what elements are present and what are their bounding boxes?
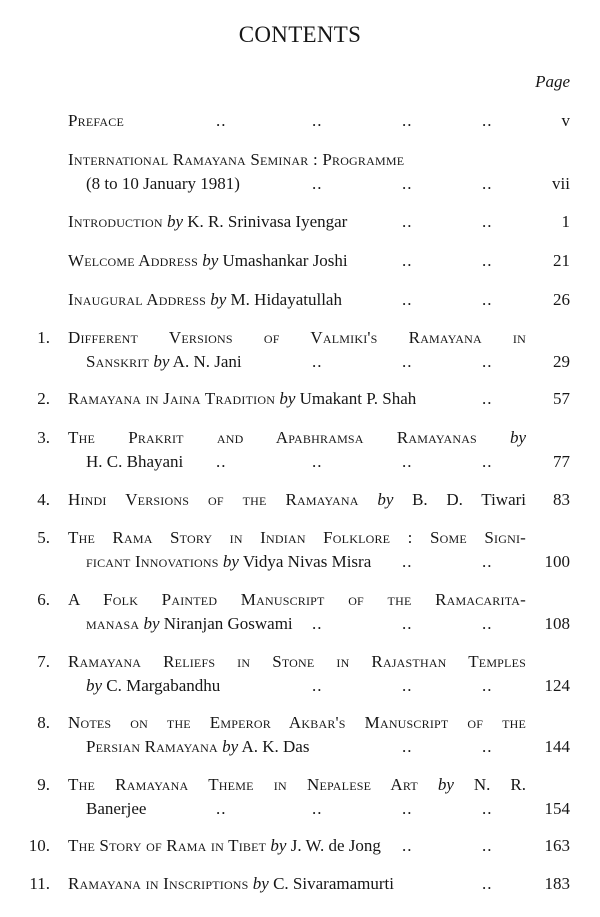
entry-text (86, 350, 526, 374)
toc-entry (0, 288, 600, 312)
toc-line (0, 872, 600, 896)
dot-leader: .. (312, 676, 323, 695)
entry-text (68, 387, 526, 411)
page-number: 1 (561, 212, 570, 231)
dot-leader: .. (482, 836, 493, 855)
dot-leader: .. (482, 799, 493, 818)
by-label: by (153, 352, 170, 371)
dot-leader: .. (312, 111, 323, 130)
entry-text (86, 550, 526, 574)
by-label: by (202, 251, 219, 270)
dot-leader: .. (402, 737, 413, 756)
entry-author: N. R. (473, 775, 526, 794)
entry-author: Vidya Nivas Misra (242, 552, 372, 571)
entry-text (86, 450, 526, 474)
toc-entry (0, 387, 600, 411)
entry-title: Ramayana Reliefs in Stone in Rajasthan Temples (68, 652, 526, 671)
dot-leader: .. (482, 737, 493, 756)
dot-leader: .. (482, 290, 493, 309)
toc-line (0, 350, 600, 374)
entry-number: 6. (37, 590, 50, 609)
entry-text (68, 711, 526, 735)
entry-text (68, 834, 526, 858)
entry-author: Niranjan Goswami (163, 614, 293, 633)
dot-leader: .. (402, 676, 413, 695)
dot-leader: .. (482, 452, 493, 471)
toc-entry (0, 326, 600, 374)
dot-leader: .. (216, 452, 227, 471)
by-label: by (437, 775, 454, 794)
dot-leader: .. (402, 174, 413, 193)
page-column-label: Page (535, 72, 570, 91)
entry-title: The Rama Story in Indian Folklore : Some Signi- (68, 528, 526, 547)
toc-line (0, 711, 600, 735)
dot-leader: .. (482, 111, 493, 130)
entry-title: ficant Innovations (86, 552, 219, 571)
dot-leader: .. (312, 174, 323, 193)
toc-entry (0, 872, 600, 896)
dot-leader: .. (482, 552, 493, 571)
toc-line (0, 488, 600, 512)
toc-entry (0, 588, 600, 636)
by-label: by (222, 552, 239, 571)
entry-title: Persian Ramayana (86, 737, 218, 756)
entry-text (86, 172, 526, 196)
entry-title: Ramayana in Jaina Tradition (68, 389, 276, 408)
entry-author: C. Sivaramamurti (273, 874, 394, 893)
page-number: 29 (553, 352, 570, 371)
entry-title: Sanskrit (86, 352, 150, 371)
by-label: by (252, 874, 269, 893)
dot-leader: .. (402, 836, 413, 855)
entry-author: A. N. Jani (172, 352, 242, 371)
toc-entry (0, 650, 600, 698)
entry-subtitle: (8 to 10 January 1981) (86, 174, 240, 193)
page-number: 77 (553, 452, 570, 471)
dot-leader: .. (312, 614, 323, 633)
toc-entry (0, 488, 600, 512)
entry-text (68, 109, 526, 133)
toc-entry (0, 773, 600, 821)
dot-leader: .. (482, 389, 493, 408)
entry-text (86, 612, 526, 636)
entry-text (68, 288, 526, 312)
by-label: by (210, 290, 227, 309)
toc-entry (0, 148, 600, 196)
toc-entry (0, 249, 600, 273)
by-label: by (270, 836, 287, 855)
dot-leader: .. (402, 251, 413, 270)
dot-leader: .. (402, 614, 413, 633)
entry-text (86, 797, 526, 821)
dot-leader: .. (402, 111, 413, 130)
entry-number: 7. (37, 652, 50, 671)
entry-title: Hindi Versions of the Ramayana (68, 490, 359, 509)
entry-text (86, 674, 526, 698)
entry-number: 8. (37, 713, 50, 732)
entry-number: 10. (28, 836, 50, 855)
page-number: 57 (553, 389, 570, 408)
entry-title: Welcome Address (68, 251, 198, 270)
toc-line (0, 834, 600, 858)
dot-leader: .. (312, 799, 323, 818)
entry-text (68, 588, 526, 612)
page-number: 183 (544, 874, 570, 893)
entry-text (68, 488, 526, 512)
toc-line (0, 588, 600, 612)
toc-line (0, 674, 600, 698)
toc-line (0, 249, 600, 273)
entry-text (68, 650, 526, 674)
entry-number: 4. (37, 490, 50, 509)
by-label: by (377, 490, 394, 509)
entry-text (68, 872, 526, 896)
toc-line (0, 450, 600, 474)
toc-entry (0, 711, 600, 759)
entry-author: H. C. Bhayani (86, 452, 184, 471)
toc-entry (0, 109, 600, 133)
toc-line (0, 526, 600, 550)
dot-leader: .. (402, 290, 413, 309)
entry-author: Umakant P. Shah (299, 389, 417, 408)
dot-leader: .. (482, 174, 493, 193)
entry-text (68, 526, 526, 550)
entry-text (68, 326, 526, 350)
entry-number: 2. (37, 389, 50, 408)
entry-author: A. K. Das (241, 737, 310, 756)
page-number: 26 (553, 290, 570, 309)
entry-author: J. W. de Jong (290, 836, 381, 855)
toc-line (0, 797, 600, 821)
entry-number: 9. (37, 775, 50, 794)
entry-text (68, 773, 526, 797)
dot-leader: .. (482, 614, 493, 633)
entry-number: 1. (37, 328, 50, 347)
dot-leader: .. (482, 251, 493, 270)
toc-line (0, 387, 600, 411)
toc-line (0, 326, 600, 350)
dot-leader: .. (482, 212, 493, 231)
toc-line (0, 612, 600, 636)
dot-leader: .. (402, 799, 413, 818)
page-number: 163 (544, 836, 570, 855)
toc-entry (0, 426, 600, 474)
entry-text (68, 148, 526, 172)
entry-title: Introduction (68, 212, 163, 231)
entry-title: A Folk Painted Manuscript of the Ramacarita- (68, 590, 526, 609)
entry-title: The Story of Rama in Tibet (68, 836, 267, 855)
entry-author: K. R. Srinivasa Iyengar (187, 212, 348, 231)
dot-leader: .. (216, 799, 227, 818)
by-label: by (222, 737, 239, 756)
entry-title: manasa (86, 614, 140, 633)
dot-leader: .. (482, 352, 493, 371)
page-number: 21 (553, 251, 570, 270)
entry-number: 5. (37, 528, 50, 547)
toc-line (0, 550, 600, 574)
page-number: 124 (544, 676, 570, 695)
page-number: 83 (553, 490, 570, 509)
entry-number: 11. (29, 874, 50, 893)
toc-entry (0, 834, 600, 858)
dot-leader: .. (216, 111, 227, 130)
toc-line (0, 426, 600, 450)
dot-leader: .. (402, 212, 413, 231)
page-number: vii (552, 174, 570, 193)
toc-line (0, 650, 600, 674)
toc-line (0, 109, 600, 133)
by-label: by (86, 676, 103, 695)
entry-title: The Ramayana Theme in Nepalese Art (68, 775, 418, 794)
dot-leader: .. (402, 552, 413, 571)
page-number: 154 (544, 799, 570, 818)
toc-line (0, 288, 600, 312)
entry-title: The Prakrit and Apabhramsa Ramayanas (68, 428, 477, 447)
page-number: v (561, 111, 570, 130)
dot-leader: .. (402, 452, 413, 471)
by-label: by (509, 428, 526, 447)
entry-title: Inaugural Address (68, 290, 206, 309)
by-label: by (143, 614, 160, 633)
entry-title: Different Versions of Valmiki's Ramayana in (68, 328, 526, 347)
entry-number: 3. (37, 428, 50, 447)
by-label: by (166, 212, 184, 231)
entry-title: Ramayana in Inscriptions (68, 874, 249, 893)
entry-title: Notes on the Emperor Akbar's Manuscript of the (68, 713, 526, 732)
entry-author: Umashankar Joshi (222, 251, 348, 270)
page-number: 108 (544, 614, 570, 633)
page-number: 100 (544, 552, 570, 571)
entry-author: C. Margabandhu (106, 676, 221, 695)
entry-author: B. D. Tiwari (412, 490, 527, 509)
entry-text (86, 735, 526, 759)
toc-line (0, 172, 600, 196)
entry-text (68, 426, 526, 450)
page-title: CONTENTS (238, 22, 362, 47)
entry-author: Banerjee (86, 799, 147, 818)
toc-line (0, 773, 600, 797)
toc-line (0, 148, 600, 172)
entry-author: M. Hidayatullah (230, 290, 342, 309)
entry-title: International Ramayana Seminar : Programme (68, 150, 405, 169)
dot-leader: .. (312, 352, 323, 371)
entry-title: Preface (68, 111, 124, 130)
toc-entry (0, 210, 600, 234)
dot-leader: .. (312, 452, 323, 471)
page-number: 144 (544, 737, 570, 756)
by-label: by (279, 389, 296, 408)
toc-line (0, 735, 600, 759)
toc-entry (0, 526, 600, 574)
dot-leader: .. (402, 352, 413, 371)
entry-text (68, 210, 526, 234)
entry-text (68, 249, 526, 273)
dot-leader: .. (482, 676, 493, 695)
toc-line (0, 210, 600, 234)
dot-leader: .. (482, 874, 493, 893)
